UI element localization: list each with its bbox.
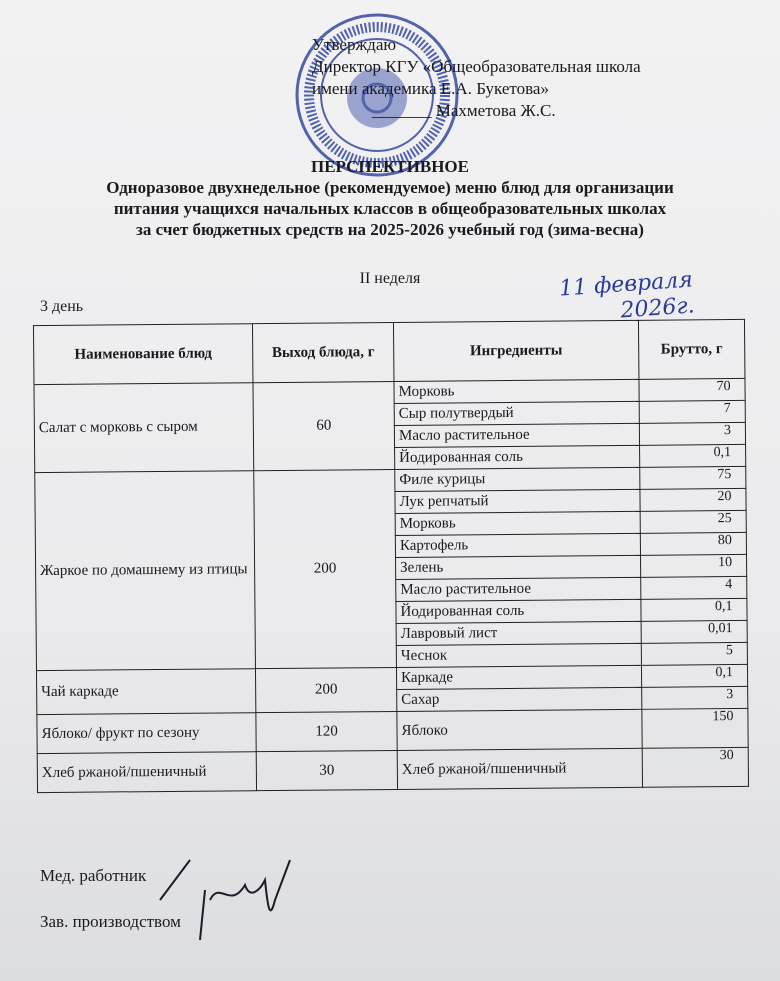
ingredient-brutto: 10 [641,554,747,577]
approval-school: имени академика Е.А. Букетова» [312,79,549,98]
ingredient-brutto: 7 [639,400,745,423]
document-subtitle-3: за счет бюджетных средств на 2025-2026 учебный год (зима-весна) [136,220,644,239]
ingredient-name: Чеснок [396,643,641,667]
dish-name: Яблоко/ фрукт по сезону [37,713,256,754]
header-ingredients: Ингредиенты [393,320,639,381]
ingredient-brutto: 0,1 [641,598,747,621]
ingredient-brutto: 70 [639,378,745,401]
ingredient-brutto: 80 [640,532,746,555]
ingredient-name: Масло растительное [396,577,641,601]
ingredient-brutto: 3 [639,422,745,445]
dish-output: 60 [253,381,395,470]
ingredient-brutto: 25 [640,510,746,533]
production-signature-label: Зав. производством [40,912,181,931]
medic-signature-label: Мед. работник [40,866,147,885]
dish-name: Чай каркаде [36,669,255,715]
ingredient-brutto: 5 [641,642,747,665]
header-dish: Наименование блюд [33,324,253,385]
approval-block [312,34,641,122]
ingredient-name: Сахар [397,687,642,711]
ingredient-name: Каркаде [396,665,641,689]
dish-output: 200 [254,469,397,668]
ingredient-name: Зелень [396,555,641,579]
ingredient-name: Сыр полутвердый [394,401,639,425]
dish-name: Жаркое по домашнему из птицы [35,471,256,671]
table-row [37,708,748,753]
ingredient-name: Йодированная соль [395,445,640,469]
date-line-2: 2026г. [619,293,696,324]
document-subtitle-1: Одноразовое двухнедельное (рекомендуемое) меню блюд для организации [106,178,674,197]
dish-output: 120 [256,711,397,751]
document-title: ПЕРСПЕКТИВНОЕ [310,157,469,176]
dish-output: 200 [255,667,396,712]
dish-name: Хлеб ржаной/пшеничный [37,752,256,793]
approval-director: Директор КГУ «Общеобразовательная школа [312,57,641,76]
table-row [37,747,748,792]
approval-label: Утверждаю [312,35,397,54]
ingredient-name: Морковь [395,511,640,535]
dish-name: Салат с морковь с сыром [34,383,254,473]
ingredient-brutto: 20 [640,488,746,511]
ingredient-brutto: 30 [642,747,748,787]
day-label: 3 день [40,298,84,315]
ingredient-brutto: 150 [642,708,748,748]
header-brutto: Брутто, г [638,319,745,379]
ingredient-name: Хлеб ржаной/пшеничный [397,748,642,789]
ingredient-name: Филе курицы [395,467,640,491]
ingredient-brutto: 0,1 [641,664,747,687]
ingredient-name: Яблоко [397,709,642,750]
ingredient-name: Лук репчатый [395,489,640,513]
ingredient-name: Йодированная соль [396,599,641,623]
header-output: Выход блюда, г [252,322,394,382]
ingredient-name: Масло растительное [394,423,639,447]
ingredient-brutto: 0,1 [640,444,746,467]
ingredient-brutto: 4 [641,576,747,599]
ingredient-brutto: 0,01 [641,620,747,643]
week-label: II неделя [359,270,421,287]
ingredient-name: Морковь [394,379,639,403]
ingredient-name: Картофель [395,533,640,557]
ingredient-brutto: 75 [640,466,746,489]
approval-signatory: _______ Махметова Ж.С. [372,101,556,120]
ingredient-brutto: 3 [642,686,748,709]
ingredient-name: Лавровый лист [396,621,641,645]
handwritten-signature-icon [150,840,310,950]
document-subtitle-2: питания учащихся начальных классов в общеобразовательных школах [113,199,667,218]
dish-output: 30 [256,750,397,790]
date-line-1: 11 февраля [558,267,694,302]
menu-table [33,319,749,793]
